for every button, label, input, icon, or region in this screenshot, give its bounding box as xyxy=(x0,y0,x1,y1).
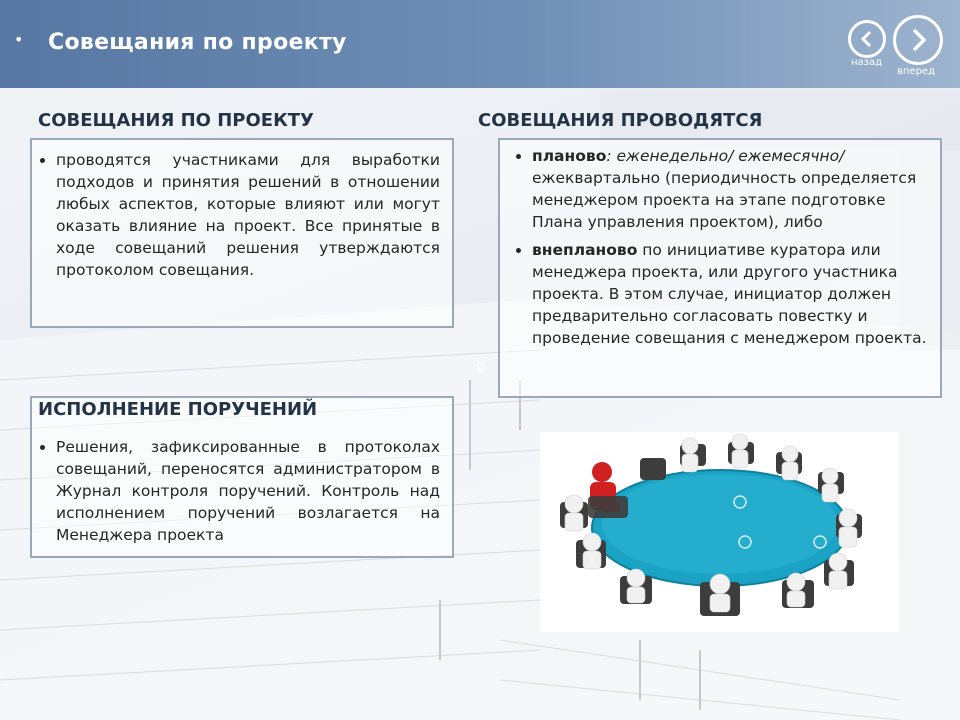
forward-label[interactable]: вперед xyxy=(897,66,935,77)
meetings-text xyxy=(38,149,440,281)
chevron-left-icon xyxy=(857,29,877,49)
header-bar xyxy=(0,0,960,88)
meeting-illustration xyxy=(540,432,899,632)
forward-button[interactable] xyxy=(893,15,943,65)
held-item-unplanned xyxy=(532,239,934,349)
page-title: Совещания по проекту xyxy=(48,30,347,55)
section-heading-assignments: ИСПОЛНЕНИЕ ПОРУЧЕНИЙ xyxy=(38,399,318,420)
held-item-planned-rest: ежеквартально (периодичность определяется менеджером проекта на этапе подготовке Плана управления проектом), либо xyxy=(532,169,917,231)
section-heading-meetings: СОВЕЩАНИЯ ПО ПРОЕКТУ xyxy=(38,110,314,131)
header-bullet: • xyxy=(14,30,24,49)
assignments-bullet: • Решения, зафиксированные в протоколах совещаний, переносятся администратором в Журнал контроля поручений. Контроль над исполнением поручений возлагается на Менеджера проекта xyxy=(56,436,440,546)
held-item-planned-italic: : еженедельно/ ежемесячно/ xyxy=(606,147,845,165)
assignments-text xyxy=(38,436,440,546)
stray-glyph: 0 xyxy=(476,360,485,376)
back-button[interactable] xyxy=(848,20,886,58)
round-table-meeting-icon xyxy=(540,432,899,632)
held-item-planned xyxy=(532,145,934,233)
chevron-right-icon xyxy=(905,27,931,53)
back-label[interactable]: назад xyxy=(851,57,883,68)
held-text xyxy=(514,145,934,349)
section-heading-held: СОВЕЩАНИЯ ПРОВОДЯТСЯ xyxy=(478,110,763,131)
meetings-bullet: • проводятся участниками для выработки подходов и принятия решений в отношении любых аспектов, которые влияют или могут оказать влияние на проект. Все принятые в ходе совещаний решения утверждаются протоколом совещания. xyxy=(56,149,440,281)
held-item-unplanned-rest: по инициативе куратора или менеджера проекта, или другого участника проекта. В этом случае, инициатор должен предварительно согласовать повестку и проведение совещания с менеджером проекта. xyxy=(532,241,927,347)
held-item-unplanned-bold: внепланово xyxy=(532,241,638,259)
held-item-planned-bold: планово xyxy=(532,147,607,165)
